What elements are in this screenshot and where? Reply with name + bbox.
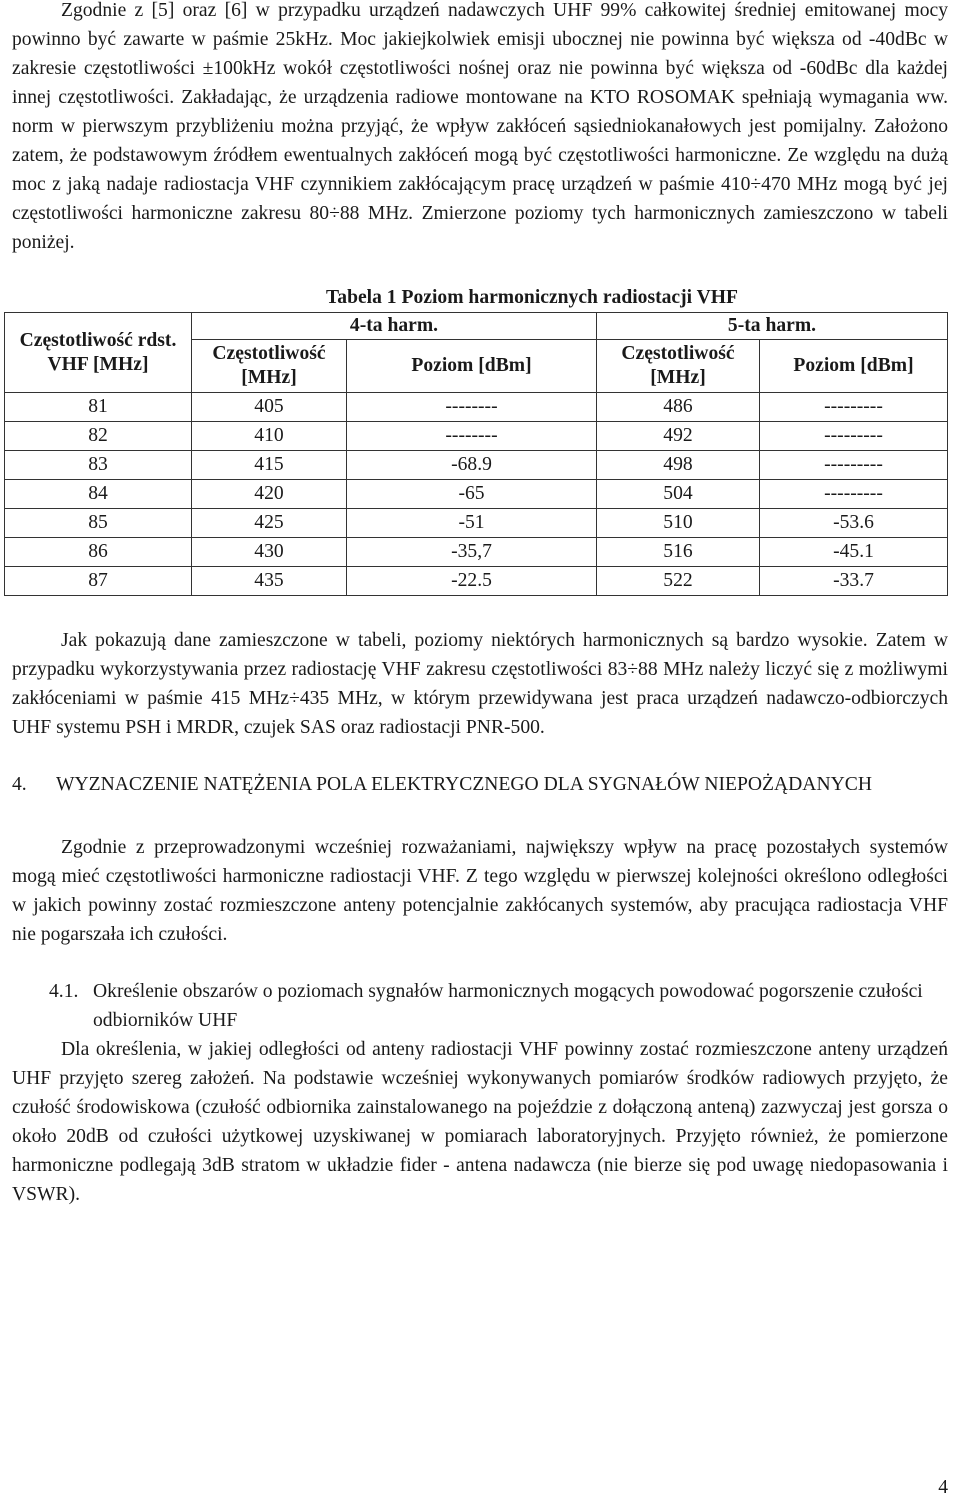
document-page <box>12 0 948 1209</box>
cell-vhf-frequency: 87 <box>5 567 192 596</box>
cell-4th-level: -35,7 <box>347 538 597 567</box>
cell-5th-frequency: 486 <box>597 393 760 422</box>
cell-vhf-frequency: 85 <box>5 509 192 538</box>
table-caption: Tabela 1 Poziom harmonicznych radiostacji VHF <box>326 287 738 308</box>
paragraph-standards: Zgodnie z [5] oraz [6] w przypadku urządzeń nadawczych UHF 99% całkowitej średniej emitowanej mocy powinno być zawarte w paśmie 25kHz. Moc jakiejkolwiek emisji ubocznej nie powinna być większa od -40dBc w zakresie częstotliwości ±100kHz wokół częstotliwości nośnej oraz nie powinna być większa od -60dBc dla każdej innej częstotliwości. Zakładając, że urządzenia radiowe montowane na KTO ROSOMAK spełniają wymagania ww. norm w pierwszym przybliżeniu można przyjąć, że wpływ zakłóceń sąsiedniokanałowych jest pomijalny. Założono zatem, że podstawowym źródłem ewentualnych zakłóceń mogą być częstotliwości harmoniczne. Ze względu na dużą moc z jaką nadaje radiostacja VHF czynnikiem zakłócającym pracę urządzeń w paśmie 410÷470 MHz mogą być jej częstotliwości harmoniczne zakresu 80÷88 MHz. Zmierzone poziomy tych harmonicznych zamieszczono w tabeli poniżej. <box>12 0 948 253</box>
cell-4th-frequency: 430 <box>192 538 347 567</box>
cell-vhf-frequency: 84 <box>5 480 192 509</box>
cell-5th-level: -33.7 <box>760 567 948 596</box>
header-5th-frequency: Częstotliwość [MHz] <box>597 340 760 393</box>
section-4-1-number: 4.1. <box>49 981 79 1002</box>
cell-4th-level: -22.5 <box>347 567 597 596</box>
cell-5th-level: -45.1 <box>760 538 948 567</box>
table-row <box>5 451 948 480</box>
header-4th-level: Poziom [dBm] <box>347 340 597 393</box>
table-row <box>5 393 948 422</box>
cell-4th-level: -51 <box>347 509 597 538</box>
cell-vhf-frequency: 82 <box>5 422 192 451</box>
paragraph-assumptions: Dla określenia, w jakiej odległości od anteny radiostacji VHF powinny zostać rozmieszczone anteny urządzeń UHF przyjęto szereg założeń. Na podstawie wcześniej wykonywanych pomiarów środków radiowych przyjęto, że czułość środowiskowa (czułość odbiornika zainstalowanego na pojeździe z dołączoną anteną) zazwyczaj jest gorsza o około 20dB od czułości użytkowej uzyskiwanej w pomiarach laboratoryjnych. Przyjęto również, że pomierzone harmoniczne podlegają 3dB stratom w układzie fider - antena nadawcza (nie bierze się pod uwagę niedopasowania i VSWR). <box>12 1039 948 1205</box>
cell-5th-level: --------- <box>760 480 948 509</box>
cell-4th-frequency: 415 <box>192 451 347 480</box>
table-row <box>5 509 948 538</box>
paragraph-harmonics-influence: Zgodnie z przeprowadzonymi wcześniej rozważaniami, największy wpływ na pracę pozostałych systemów mogą mieć częstotliwości harmoniczne radiostacji VHF. Z tego względu w pierwszej kolejności określono odległości w jakich powinny zostać rozmieszczone anteny potencjalnie zakłócanych systemów, aby pracująca radiostacja VHF nie pogarszała ich czułości. <box>12 837 948 945</box>
cell-4th-level: -------- <box>347 422 597 451</box>
cell-4th-frequency: 405 <box>192 393 347 422</box>
cell-5th-level: --------- <box>760 451 948 480</box>
page-number: 4 <box>938 1477 948 1498</box>
cell-5th-frequency: 504 <box>597 480 760 509</box>
section-4-number: 4. <box>12 774 27 795</box>
header-vhf-frequency: Częstotliwość rdst. VHF [MHz] <box>5 313 192 393</box>
cell-4th-frequency: 425 <box>192 509 347 538</box>
cell-vhf-frequency: 81 <box>5 393 192 422</box>
cell-4th-frequency: 420 <box>192 480 347 509</box>
section-4-1-heading <box>12 977 948 1035</box>
cell-5th-level: --------- <box>760 393 948 422</box>
cell-4th-level: -------- <box>347 393 597 422</box>
table-row <box>5 480 948 509</box>
cell-5th-frequency: 510 <box>597 509 760 538</box>
table-row <box>5 567 948 596</box>
cell-5th-level: -53.6 <box>760 509 948 538</box>
cell-vhf-frequency: 86 <box>5 538 192 567</box>
header-4th-harmonic: 4-ta harm. <box>192 313 597 340</box>
table-row <box>5 538 948 567</box>
cell-5th-frequency: 498 <box>597 451 760 480</box>
cell-vhf-frequency: 83 <box>5 451 192 480</box>
cell-4th-level: -68.9 <box>347 451 597 480</box>
section-4-1-title: Określenie obszarów o poziomach sygnałów harmonicznych mogących powodować pogorszenie czułości odbiorników UHF <box>93 981 923 1031</box>
table-header-row-groups <box>5 313 948 340</box>
header-4th-frequency: Częstotliwość [MHz] <box>192 340 347 393</box>
cell-4th-level: -65 <box>347 480 597 509</box>
harmonics-table <box>4 312 948 596</box>
section-4-heading <box>12 770 948 799</box>
cell-5th-frequency: 522 <box>597 567 760 596</box>
cell-4th-frequency: 410 <box>192 422 347 451</box>
cell-5th-frequency: 516 <box>597 538 760 567</box>
paragraph-table-conclusion: Jak pokazują dane zamieszczone w tabeli, poziomy niektórych harmonicznych są bardzo wysokie. Zatem w przypadku wykorzystywania przez radiostację VHF zakresu częstotliwości 83÷88 MHz należy liczyć się z możliwymi zakłóceniami w paśmie 415 MHz÷435 MHz, w którym przewidywana jest praca urządzeń nadawczo-odbiorczych UHF systemu PSH i MRDR, czujek SAS oraz radiostacji PNR-500. <box>12 630 948 738</box>
header-5th-harmonic: 5-ta harm. <box>597 313 948 340</box>
cell-5th-level: --------- <box>760 422 948 451</box>
cell-5th-frequency: 492 <box>597 422 760 451</box>
section-4-title: WYZNACZENIE NATĘŻENIA POLA ELEKTRYCZNEGO DLA SYGNAŁÓW NIEPOŻĄDANYCH <box>56 774 872 795</box>
header-5th-level: Poziom [dBm] <box>760 340 948 393</box>
table-row <box>5 422 948 451</box>
cell-4th-frequency: 435 <box>192 567 347 596</box>
